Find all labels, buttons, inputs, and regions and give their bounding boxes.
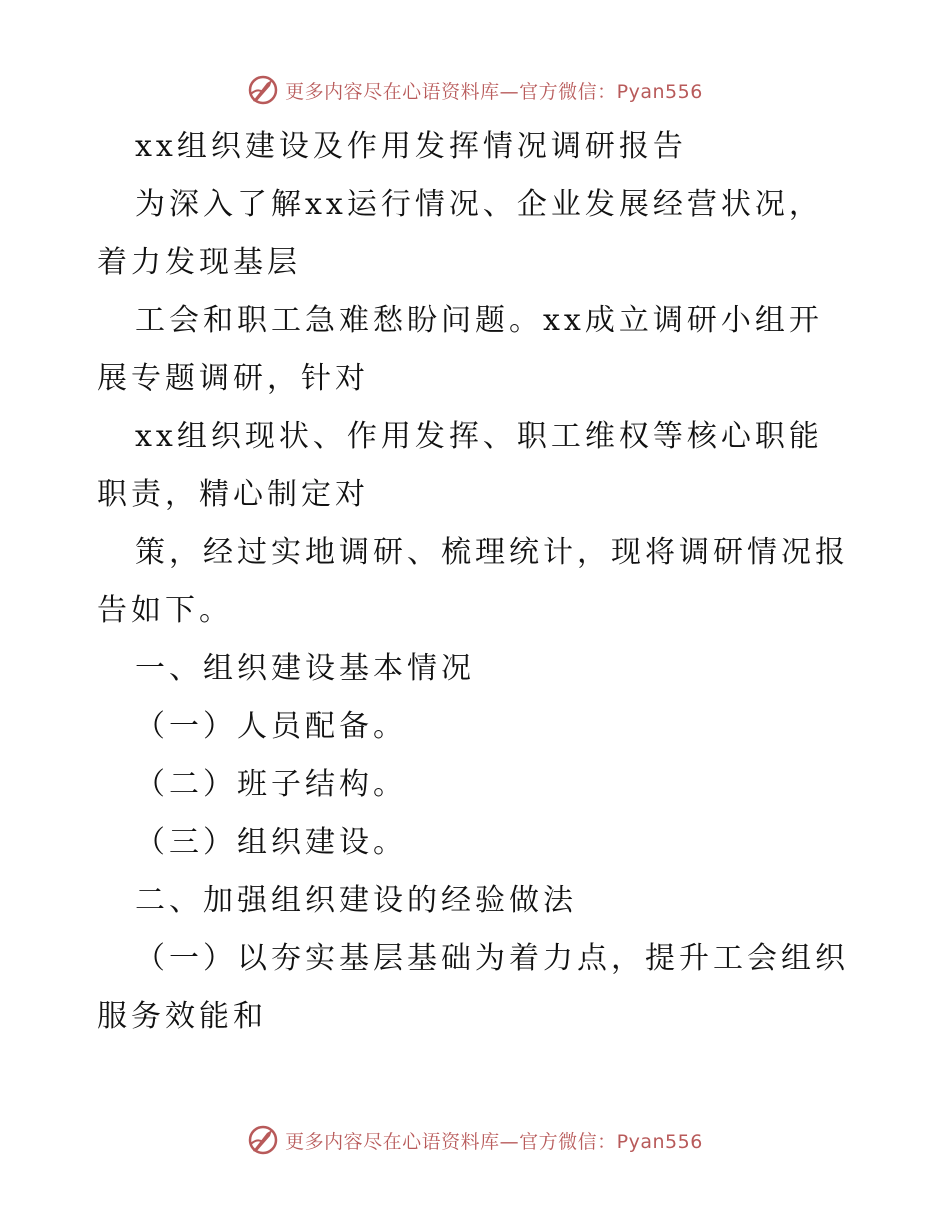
section-heading: 二、加强组织建设的经验做法 [135, 883, 577, 918]
quill-pen-logo-icon [247, 1124, 279, 1156]
watermark-text: 更多内容尽在心语资料库—官方微信：Pyan556 [285, 80, 703, 103]
watermark-header [0, 70, 950, 110]
paragraph-line: 为深入了解xx运行情况、企业发展经营状况， [135, 187, 823, 222]
subsection-heading: （一）人员配备。 [135, 709, 407, 744]
subsection-heading: （二）班子结构。 [135, 767, 407, 802]
paragraph-line: xx组织现状、作用发挥、职工维权等核心职能 [135, 419, 823, 454]
watermark-footer [0, 1120, 950, 1160]
paragraph-line: 策，经过实地调研、梳理统计，现将调研情况报 [135, 535, 849, 570]
subsection-heading: （一）以夯实基层基础为着力点，提升工会组织 [135, 941, 849, 976]
paragraph-line: 工会和职工急难愁盼问题。xx成立调研小组开 [135, 303, 823, 338]
paragraph-line: 服务效能和 [97, 999, 267, 1034]
document-body [97, 118, 857, 1046]
quill-pen-logo-icon [247, 74, 279, 106]
watermark-text: 更多内容尽在心语资料库—官方微信：Pyan556 [285, 1130, 703, 1153]
paragraph-line: 告如下。 [97, 593, 233, 628]
paragraph-line: 展专题调研，针对 [97, 361, 369, 396]
subsection-heading: （三）组织建设。 [135, 825, 407, 860]
document-title: xx组织建设及作用发挥情况调研报告 [135, 129, 687, 164]
paragraph-line: 着力发现基层 [97, 245, 301, 280]
section-heading: 一、组织建设基本情况 [135, 651, 475, 686]
paragraph-line: 职责，精心制定对 [97, 477, 369, 512]
